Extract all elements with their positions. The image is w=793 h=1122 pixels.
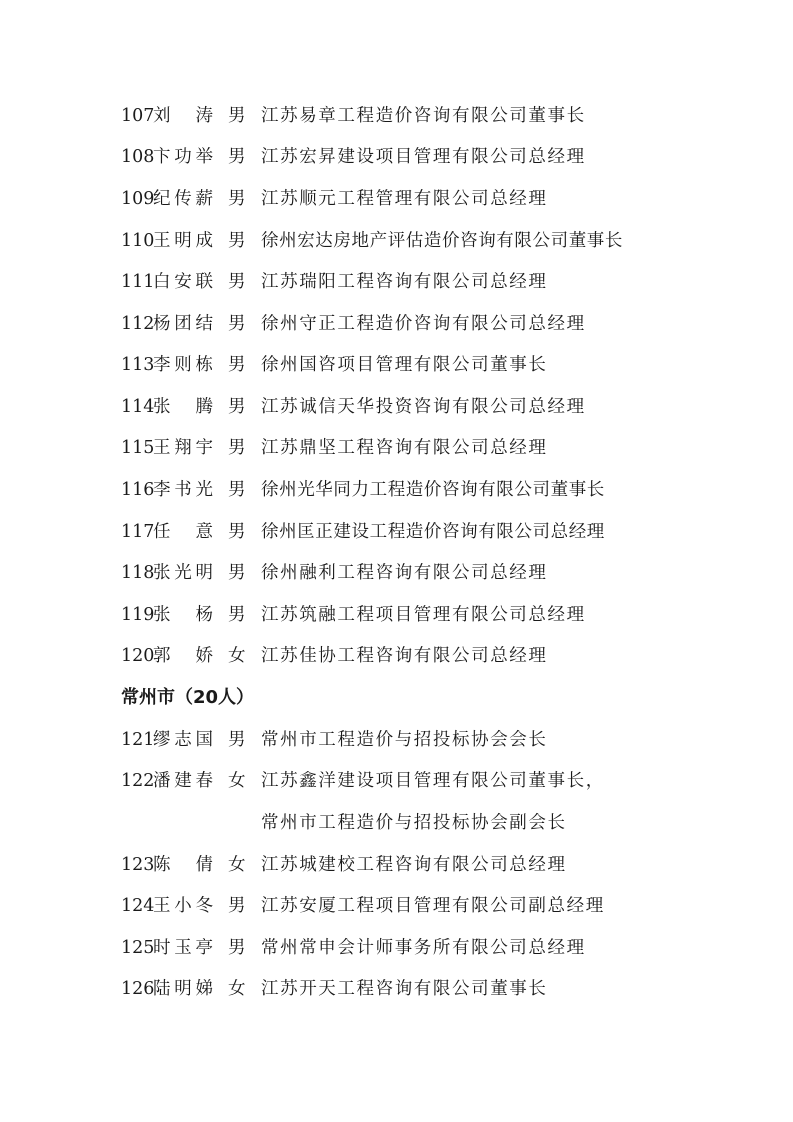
entry-number: 122: [121, 771, 155, 791]
name-char: 玉: [174, 938, 192, 958]
entry-name: [153, 310, 213, 338]
name-char: 纪: [153, 189, 171, 209]
entry-gender: 男: [228, 272, 246, 292]
entry-gender: 男: [228, 106, 246, 126]
entry-organization: 江苏筑融工程项目管理有限公司总经理: [261, 605, 586, 625]
name-char: 白: [153, 272, 171, 292]
name-char: 亭: [195, 938, 213, 958]
entry-organization: 徐州融利工程咨询有限公司总经理: [261, 563, 548, 583]
entry-name: [153, 851, 213, 879]
name-char: 志: [174, 730, 192, 750]
entry-organization: 江苏瑞阳工程咨询有限公司总经理: [261, 272, 548, 292]
entry-number: 123: [121, 855, 155, 875]
name-char: 明: [174, 979, 192, 999]
name-char: 光: [195, 480, 213, 500]
entry-name: [153, 393, 213, 421]
name-char: 娣: [195, 979, 213, 999]
name-char: 冬: [195, 896, 213, 916]
entry-organization: 江苏鼎坚工程咨询有限公司总经理: [261, 438, 548, 458]
entry-gender: 男: [228, 314, 246, 334]
name-char: 结: [195, 314, 213, 334]
entry-number: 113: [121, 355, 155, 375]
name-char: 任: [153, 522, 171, 542]
name-char: 传: [174, 189, 192, 209]
name-char: 时: [153, 938, 171, 958]
entry-name: [153, 601, 213, 629]
entry-name: [153, 185, 213, 213]
name-char: 国: [195, 730, 213, 750]
entry-name: [153, 642, 213, 670]
entry-name: [153, 934, 213, 962]
section-heading: 常州市（20人）: [121, 687, 255, 708]
name-char: 刘: [153, 106, 171, 126]
name-char: 卞: [153, 147, 171, 167]
name-char: 翔: [174, 438, 192, 458]
entry-name: [153, 227, 213, 255]
name-char: 陆: [153, 979, 171, 999]
entry-organization: 常州市工程造价与招投标协会会长: [261, 730, 548, 750]
entry-name: [153, 975, 213, 1003]
name-char: 张: [153, 563, 171, 583]
name-char: 王: [153, 438, 171, 458]
entry-number: 119: [121, 605, 155, 625]
entry-organization: 江苏城建校工程咨询有限公司总经理: [261, 855, 567, 875]
name-char: 潘: [153, 771, 171, 791]
entry-gender: 女: [228, 646, 246, 666]
entry-name: [153, 102, 213, 130]
entry-number: 126: [121, 979, 155, 999]
name-char: 栋: [195, 355, 213, 375]
entry-organization: 常州常申会计师事务所有限公司总经理: [261, 938, 586, 958]
entry-number: 115: [121, 438, 155, 458]
name-char: 成: [195, 231, 213, 251]
name-char: 王: [153, 896, 171, 916]
entry-gender: 女: [228, 855, 246, 875]
entry-gender: 男: [228, 231, 246, 251]
entry-number: 108: [121, 147, 155, 167]
entry-name: [153, 268, 213, 296]
entry-organization-line-2: 常州市工程造价与招投标协会副会长: [261, 813, 567, 833]
entry-name: [153, 767, 213, 795]
entry-name: [153, 476, 213, 504]
entry-organization: 徐州宏达房地产评估造价咨询有限公司董事长: [261, 231, 623, 251]
entry-number: 116: [121, 480, 155, 500]
entry-organization: 江苏佳协工程咨询有限公司总经理: [261, 646, 548, 666]
entry-number: 109: [121, 189, 155, 209]
entry-number: 114: [121, 397, 155, 417]
name-char: 功: [174, 147, 192, 167]
name-char: 腾: [195, 397, 213, 417]
entry-organization: 徐州光华同力工程造价咨询有限公司董事长: [261, 480, 605, 500]
entry-gender: 男: [228, 438, 246, 458]
name-char: 李: [153, 355, 171, 375]
name-char: 宇: [195, 438, 213, 458]
entry-gender: 男: [228, 189, 246, 209]
name-char: 王: [153, 231, 171, 251]
entry-number: 117: [121, 522, 155, 542]
name-char: 李: [153, 480, 171, 500]
name-char: 举: [195, 147, 213, 167]
entry-number: 121: [121, 730, 155, 750]
name-char: 娇: [195, 646, 213, 666]
name-char: 缪: [153, 730, 171, 750]
name-char: 涛: [195, 106, 213, 126]
entry-number: 118: [121, 563, 155, 583]
entry-gender: 男: [228, 563, 246, 583]
name-char: 联: [195, 272, 213, 292]
name-char: 杨: [195, 605, 213, 625]
name-char: 郭: [153, 646, 171, 666]
entry-number: 124: [121, 896, 155, 916]
name-char: 则: [174, 355, 192, 375]
entry-gender: 男: [228, 730, 246, 750]
name-char: 小: [174, 896, 192, 916]
name-char: 张: [153, 397, 171, 417]
entry-gender: 女: [228, 979, 246, 999]
entry-number: 110: [121, 231, 155, 251]
entry-organization: 江苏易章工程造价咨询有限公司董事长: [261, 106, 586, 126]
entry-gender: 女: [228, 771, 246, 791]
name-char: 春: [195, 771, 213, 791]
entry-gender: 男: [228, 147, 246, 167]
entry-name: [153, 434, 213, 462]
entry-gender: 男: [228, 896, 246, 916]
entry-organization: 江苏诚信天华投资咨询有限公司总经理: [261, 397, 586, 417]
name-char: 明: [174, 231, 192, 251]
entry-name: [153, 518, 213, 546]
entry-organization: 江苏顺元工程管理有限公司总经理: [261, 189, 548, 209]
entry-organization: 徐州匡正建设工程造价咨询有限公司总经理: [261, 522, 605, 542]
name-char: 杨: [153, 314, 171, 334]
name-char: 倩: [195, 855, 213, 875]
entry-gender: 男: [228, 938, 246, 958]
entry-organization: 徐州守正工程造价咨询有限公司总经理: [261, 314, 586, 334]
entry-name: [153, 559, 213, 587]
entry-number: 125: [121, 938, 155, 958]
name-char: 团: [174, 314, 192, 334]
entry-organization: 江苏安厦工程项目管理有限公司副总经理: [261, 896, 605, 916]
name-char: 意: [195, 522, 213, 542]
entry-organization: 江苏开天工程咨询有限公司董事长: [261, 979, 548, 999]
entry-name: [153, 892, 213, 920]
entry-organization: 徐州国咨项目管理有限公司董事长: [261, 355, 548, 375]
name-char: 明: [195, 563, 213, 583]
entry-number: 107: [121, 106, 155, 126]
entry-organization: 江苏鑫洋建设项目管理有限公司董事长，: [261, 771, 605, 791]
name-char: 光: [174, 563, 192, 583]
entry-organization: 江苏宏昇建设项目管理有限公司总经理: [261, 147, 586, 167]
name-char: 陈: [153, 855, 171, 875]
entry-name: [153, 143, 213, 171]
name-char: 建: [174, 771, 192, 791]
entry-gender: 男: [228, 397, 246, 417]
name-char: 书: [174, 480, 192, 500]
name-char: 薪: [195, 189, 213, 209]
entry-number: 111: [121, 272, 155, 292]
entry-number: 112: [121, 314, 155, 334]
entry-gender: 男: [228, 605, 246, 625]
entry-name: [153, 726, 213, 754]
entry-gender: 男: [228, 522, 246, 542]
name-char: 安: [174, 272, 192, 292]
entry-gender: 男: [228, 355, 246, 375]
entry-gender: 男: [228, 480, 246, 500]
name-char: 张: [153, 605, 171, 625]
entry-name: [153, 351, 213, 379]
entry-number: 120: [121, 646, 155, 666]
